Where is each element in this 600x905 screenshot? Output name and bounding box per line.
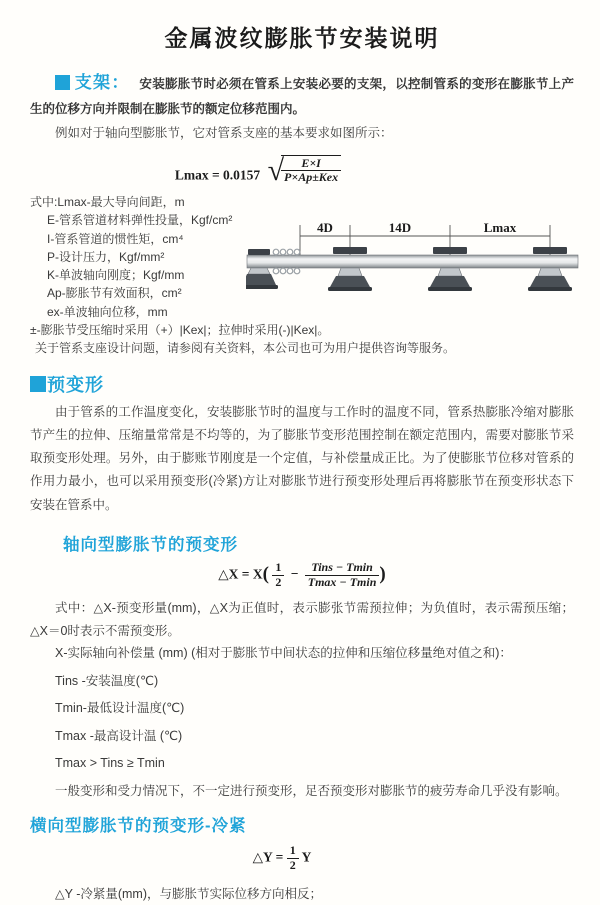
formula-rhs: Y <box>301 849 312 865</box>
pipe-support <box>428 247 472 291</box>
definition-line: Ap-膨胀节有效面积，cm² <box>47 286 182 301</box>
temperature-fraction: $\frac{\text{Tins − Tmin}}{Tmax - Tmin}$ <box>305 561 380 590</box>
lateral-predeform-formula <box>30 844 534 873</box>
support-section-title: 支架： <box>74 73 130 92</box>
definition-line: ±-膨胀节受压缩时采用（+）|Kex|；拉伸时采用(-)|Kex|。 <box>30 322 330 337</box>
definition-line: K-单波轴向刚度；Kgf/mm <box>47 268 185 283</box>
close-paren: ) <box>379 563 386 585</box>
definition-line: ex-单波轴向位移，mm <box>47 304 168 319</box>
lateral-note: △Y -冷紧量(mm)，与膨胀节实际位移方向相反； <box>55 886 323 901</box>
definition-line: E-管系管道材料弹性投量，Kgf/cm² <box>47 213 233 228</box>
pipe-support <box>528 247 572 291</box>
minus-sign: − <box>290 566 299 582</box>
definition-line: P-设计压力，Kgf/mm² <box>47 249 165 264</box>
lateral-subheading: 横向型膨胀节的预变形-冷紧 <box>30 817 247 836</box>
axial-note: Tmin-最低设计温度(℃) <box>55 701 185 716</box>
axial-note: Tmax -最高设计温 (℃) <box>55 728 183 743</box>
section-marker-icon <box>30 376 46 392</box>
one-half-fraction: $\frac{1}{2}$ <box>287 844 299 873</box>
predeform-heading-text: 预变形 <box>47 375 104 396</box>
dim-label-4d: 4D <box>317 221 333 236</box>
axial-note: Tins -安装温度(℃) <box>55 673 159 688</box>
one-half-fraction: $\frac{1}{2}$ <box>272 561 284 590</box>
axial-note: 一般变形和受力情况下，不一定进行预变形，足否预变形对膨胀节的疲劳寿命几乎没有影响。 <box>55 783 568 798</box>
radical-sign-icon: √ <box>267 153 285 187</box>
axial-predeform-formula <box>30 561 574 590</box>
definition-line: I-管系管道的惯性矩，cm⁴ <box>47 231 184 246</box>
pipe-support <box>328 247 372 291</box>
formula-lhs: Lmax = 0.0157 <box>174 166 261 182</box>
support-intro-text: 安装膨胀节时必须在管系上安装必要的支架，以控制管系的变形在膨胀节上产生的位移方向并限制在膨胀节的额定位移范围内。 <box>30 77 574 117</box>
formula-definitions <box>30 193 574 357</box>
pipe <box>247 255 578 268</box>
page-title: 金属波纹膨胀节安装说明 <box>164 25 440 51</box>
axial-note: 式中：△X-预变形量(mm)，△X为正值时，表示膨张节需预拉伸；为负值时，表示需预压缩；△X＝0时表示不需预变形。 <box>30 601 574 638</box>
formula-lhs: △X = X <box>218 566 263 582</box>
predeform-section-heading <box>30 371 574 397</box>
dim-label-lmax: Lmax <box>483 221 517 236</box>
definition-line: 关于管系支座设计问题，请参阅有关资料，本公司也可为用户提供咨询等服务。 <box>35 340 456 355</box>
predeform-body: 由于管系的工作温度变化，安装膨胀节时的温度与工作时的温度不同，管系热膨胀冷缩对膨胀节产生的拉伸、压缩量常常是不均等的，为了膨胀节变形范围控制在额定范围内，需要对膨胀节采取预变形处理。另外，由于膨账节刚度是一个定值，与补偿量成正比。为了使膨胀节位移对管系的作用力最小，也可以采用预变形(冷紧)方让对膨胀节进行预变形处理后再将膨胀节在预变形状态下安装在管系中。 <box>30 405 574 512</box>
square-root <box>268 155 342 186</box>
formula-numerator: E×I <box>281 157 341 172</box>
axial-note: Tmax > Tins ≥ Tmin <box>55 756 165 771</box>
formula-lhs: △Y = <box>252 849 284 865</box>
axial-note: X-实际轴向补偿量 (mm) (相对于膨胀节中间状态的拉伸和压缩位移量绝对值之和)： <box>55 646 512 661</box>
open-paren: ( <box>262 563 269 585</box>
formula-denominator: P×Ap±Kex <box>284 170 339 185</box>
section-marker-icon <box>55 75 70 90</box>
axial-subheading: 轴向型膨胀节的预变形 <box>63 535 238 554</box>
guide-spacing-formula <box>30 155 486 186</box>
support-example-line: 例如对于轴向型膨胀节，它对管系支座的基本要求如图所示： <box>55 125 393 140</box>
dim-label-14d: 14D <box>388 221 412 236</box>
definition-line: 式中:Lmax-最大导向间距，m <box>30 195 185 210</box>
support-intro-paragraph <box>30 67 574 122</box>
pipe-support-diagram <box>246 221 581 301</box>
